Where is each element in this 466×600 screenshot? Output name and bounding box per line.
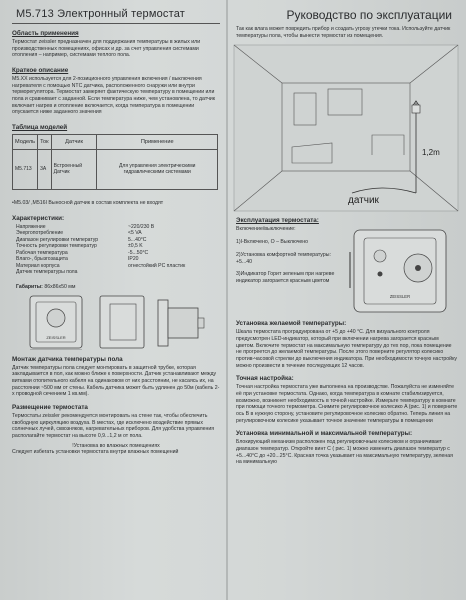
table-header: Датчик (51, 134, 97, 149)
left-header: M5.713 Электронный термостат (16, 8, 186, 20)
char-key: Рабочая температура (16, 249, 68, 256)
room-diagram (232, 43, 460, 213)
fine-text: Точная настройка термостата уже выполнена на производстве. Пожалуйста не изменяйте её при установке термостата. Однако, когда температура в комнате стабилизируется, возможно, возникнет необходимость в точной настройке. Измерьте температуру в комнате при помощи точного термометра. Снимите регулировочное колесико A (рис. 1) и поверните ось B в нужную сторону, установите регулировочное колесико обратно. Теперь линия на регулировочном колесике указывает точное значение температуры в помещении (236, 384, 458, 424)
set-text: Шкала термостата проградуирована от +5 до +40 °C. Для визуального контроля предусмотрен LED-индикатор, который при включении нагрева загорается красным цветом. Включите термостат на максимальную температуру до тех пор, пока помещение не прогреется до желаемой температуры. После этого поверните регулятор колесико против-часовой стрелки до выключения индикатора. При необходимости точную настройку можно произвести в течение последующих 12 часов. (236, 329, 458, 369)
char-value: огнестойкий PC пластик (128, 262, 186, 269)
minmax-title: Установка минимальной и максимальной температуры: (236, 430, 413, 438)
char-title: Характеристики: (12, 214, 65, 222)
char-value: ±0,5 K (128, 243, 143, 250)
brief-text: M5.XX используется для 2-позиционного управления включения / выключения нагревателя с помощью NTC датчика, расположенного снаружи или внутри терморегулятора. Термостат замеряет фактическую температуру в помещении или пола и сравнивает с заданной. Если температура ниже, чем установлена, то датчик включает нагрев и отопление включается, когда температура в помещении опускается ниже заданного значения (12, 75, 216, 116)
height-label: 1,2m (422, 148, 440, 158)
set-title: Установка желаемой температуры: (236, 320, 347, 328)
page-fold (226, 0, 228, 600)
table-header: Модель (13, 134, 38, 149)
thermostat-controls-drawing (346, 226, 458, 316)
char-key: Материал корпуса (16, 262, 60, 269)
thermostat-front-view (16, 294, 222, 350)
table-note: •M5.03/ ,M516I Выносной датчик в состав комплекта не входят (12, 199, 164, 206)
device-brand: ZEISSLER (46, 334, 66, 340)
sensor-label: датчик (348, 195, 379, 207)
char-value: ~220/230 В (128, 223, 155, 230)
controls-section (232, 226, 460, 318)
char-value: <5 VA (128, 230, 142, 237)
header-rule (12, 23, 220, 24)
place-note-2: Следует избегать установки термостата внутри влажных помещений (12, 449, 179, 456)
fine-title: Точная настройка: (236, 375, 294, 383)
ops-item: 1)I-Включено, O – Выключено (236, 239, 309, 246)
ops-item: 3)Индикатор Горит зеленым при нагреве индикатор загорается красным цветом (236, 271, 335, 285)
table-cell: Встроенный Датчик (51, 149, 97, 189)
char-key: Напряжение (16, 223, 46, 230)
right-page (232, 4, 460, 466)
char-value: -5...50°C (128, 249, 149, 256)
char-key: Влаго-, брызгозащита (16, 256, 68, 263)
intro-text: Так как влага может повредить прибор и создать угрозу утечки тока. Используйте датчик температуры пола, чтобы вынести термостат из помещения. (236, 26, 451, 39)
brief-title: Краткое описание (12, 66, 69, 74)
place-note-1: !Установка во влажных помещениях (72, 442, 160, 449)
dims-value: 86x86x50 мм (44, 283, 76, 290)
char-key: Точность регулировки температур (16, 243, 97, 250)
char-key: Датчик температуры пола (16, 269, 78, 276)
place-text: Термостаты zeissler рекомендуется монтировать на стене так, чтобы обеспечить свободную циркуляцию воздуха. В местах, где исключено воздействие прямых солнечных лучей, сквозняков, нагревательных приборов. Для удобства управления располагайте термостат на высоте 0,9...1,2 м от пола. (12, 412, 215, 439)
table-header: Ток (38, 134, 52, 149)
dims-label: Габариты: (16, 283, 43, 290)
char-row (16, 269, 222, 276)
table-header: Применение (97, 134, 218, 149)
table-cell: 3A (38, 149, 52, 189)
right-header: Руководство по эксплуатации (286, 8, 452, 22)
characteristics-list (8, 224, 222, 276)
mount-title: Монтаж датчика температуры пола (12, 355, 123, 363)
scope-text: Термостат zeissler предназначен для поддержания температуры в жилых или производственных помещениях, офисах и др. за счет управления системами отопления – например, системами теплого пола. (12, 39, 201, 59)
ops-item: 2)Установка комфортной температуры: +5...40 (236, 251, 331, 265)
table-cell: Для управления электрическими гидравлическими системами (97, 149, 218, 189)
table-title: Таблица моделей (12, 123, 68, 131)
table-header-row (13, 134, 218, 149)
device-brand: ZEISSLER (389, 294, 411, 300)
place-title: Размещение термостата (12, 403, 88, 411)
minmax-text: Блокирующий механизм расположен под регулировочным колесиком и ограничивает диапазон температур. Откройте винт C ( рис. 1) можно изменить диапазон температур с +5...40°C до +20...25°C. Красная точка указывает на максимальную температуру, зеленая на минимальную (236, 439, 453, 466)
device-drawings (16, 294, 222, 350)
char-key: Энергопотребление (16, 230, 64, 237)
table-cell: M5.713 (13, 149, 38, 189)
mount-text: Датчик температуры пола следует монтировать в защитной трубке, которая закладывается в пол, как можно ближе к поверхности. Датчик устанавливают между витками отопительного кабеля на одинаковом от них расстоянии, не касаясь их, на расстоянии ~500 мм от стены. Кабель датчика может быть удлинен до 50м (кабель 2-х проводной сечением 1 кв.мм). (12, 364, 220, 398)
left-page (8, 4, 222, 456)
char-value: IP20 (128, 256, 139, 263)
ops-list (232, 226, 344, 285)
scope-title: Область применения (12, 30, 79, 37)
char-value: 5...40°C (128, 236, 147, 243)
table-row (13, 149, 218, 189)
ops-item: Включение/выключение: (236, 226, 296, 233)
room-illustration (232, 43, 460, 213)
char-key: Диапазон регулировки температур (16, 236, 99, 243)
ops-title: Эксплуатация термостата: (236, 217, 319, 225)
models-table (12, 134, 218, 190)
dims-line (16, 284, 222, 290)
